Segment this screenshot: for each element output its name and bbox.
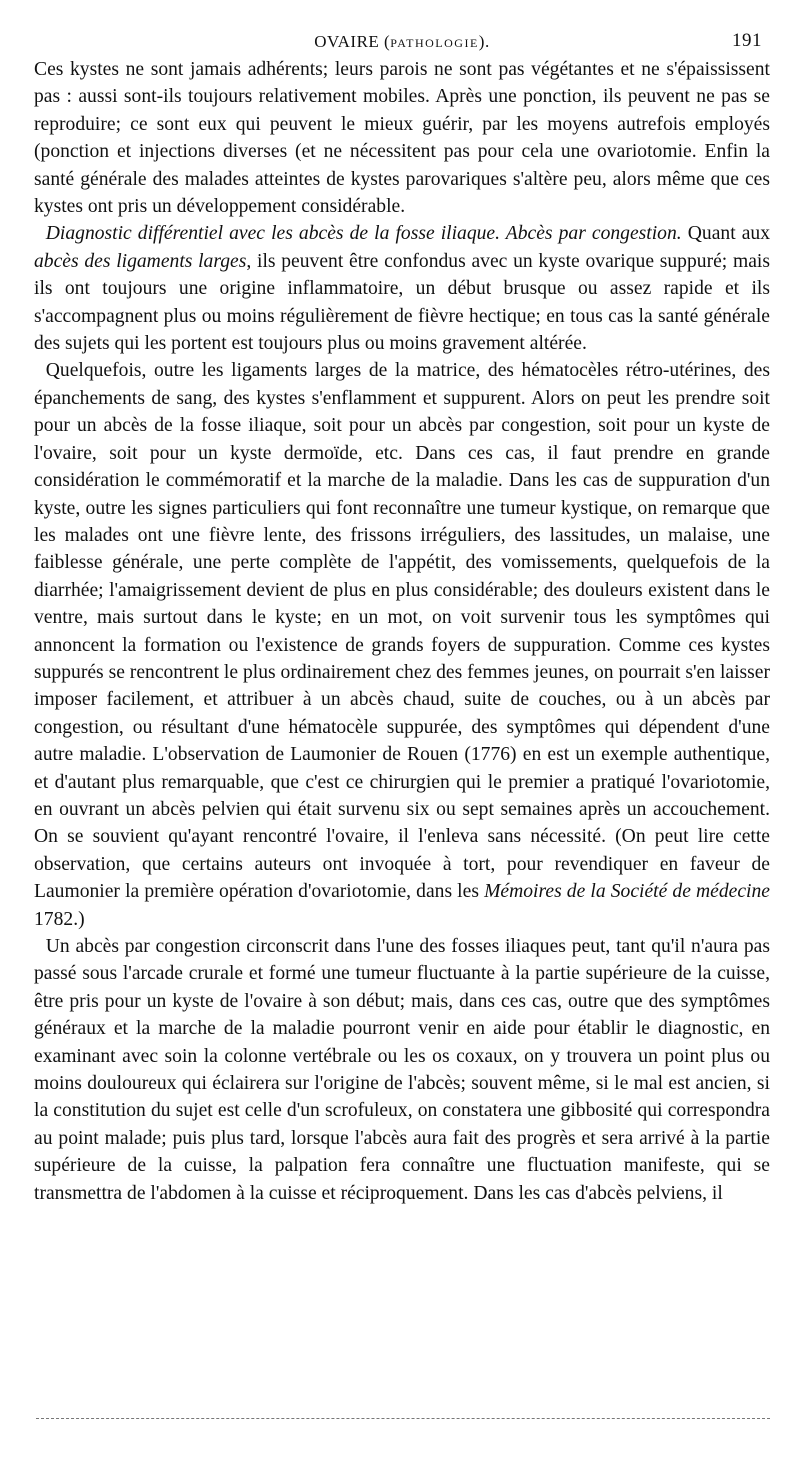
footer-rule bbox=[36, 1418, 770, 1419]
emphasis-term: abcès des ligaments larges bbox=[34, 250, 247, 272]
page-body bbox=[34, 56, 770, 1207]
running-head-subject: PATHOLOGIE bbox=[390, 36, 479, 50]
running-head-title: OVAIRE ( bbox=[314, 32, 391, 51]
paragraph-text: , ils peuvent être confondus avec un kyste ovarique suppuré; mais ils ont toujours une origine inflammatoire, un début brusque ou assez rapide et ils s'accompagnent plus ou moins régulièrement de fièvre hectique; en tous cas la santé générale des sujets qui les portent est toujours plus ou moins gravement altérée. bbox=[34, 250, 770, 355]
paragraph-congestion-abscess: Un abcès par congestion circonscrit dans l'une des fosses iliaques peut, tant qu'il n'aura pas passé sous l'arcade crurale et formé une tumeur fluctuante à la partie supérieure de la cuisse, être pris pour un kyste de l'ovaire à son début; mais, dans ces cas, outre que des symptômes généraux et la marche de la maladie pourront venir en aide pour établir le diagnostic, en examinant avec soin la colonne vertébrale ou les os coxaux, on y trouvera un point plus ou moins douloureux qui éclairera sur l'origine de l'abcès; souvent même, si le mal est ancien, si la constitution du sujet est celle d'un scrofuleux, on constatera une gibbosité qui correspondra au point malade; puis plus tard, lorsque l'abcès aura fait des progrès et sera arrivé à la partie supérieure de la cuisse, la palpation fera connaître une fluctuation manifeste, qui se transmettra de l'abdomen à la cuisse et réciproquement. Dans les cas d'abcès pelviens, il bbox=[34, 936, 770, 1204]
paragraph-parovarian-cysts: Ces kystes ne sont jamais adhérents; leurs parois ne sont pas végétantes et ne s'épaississent pas : aussi sont-ils toujours relativement mobiles. Après une ponction, ils peuvent ne pas se reproduire; ce sont eux qui peuvent le mieux guérir, par les moyens autrefois employés (ponction et injections diverses (et ne nécessitent pas pour cela une ovariotomie. Enfin la santé générale des malades atteintes de kystes parovariques s'altère peu, alors même que ces kystes ont pris un développement considérable. bbox=[34, 59, 770, 218]
paragraph-suppurating-cysts bbox=[34, 357, 770, 933]
section-heading: Diagnostic différentiel avec les abcès de la fosse iliaque. Abcès par congestion. bbox=[45, 223, 682, 245]
paragraph-text: 1782.) bbox=[34, 908, 85, 930]
page-header bbox=[34, 26, 770, 56]
paragraph-differential-diagnosis bbox=[34, 220, 770, 357]
page-number: 191 bbox=[732, 30, 762, 51]
paragraph-text: Quant aux bbox=[681, 223, 770, 245]
paragraph-text: Quelquefois, outre les ligaments larges de la matrice, des hématocèles rétro-utérines, des épanchements de sang, des kystes s'enflamment et suppurent. Alors on peut les prendre soit pour un abcès de la fosse iliaque, soit pour un abcès par congestion, soit pour un kyste de l'ovaire, soit pour un kyste dermoïde, etc. Dans ces cas, il faut prendre en grande considération le commémoratif et la marche de la maladie. Dans les cas de suppuration d'un kyste, outre les signes particuliers qui font reconnaître une tumeur kystique, on remarque que les malades ont une fièvre lente, des frissons irréguliers, des lassitudes, un malaise, une faiblesse générale, une perte complète de l'appétit, des vomissements, quelquefois de la diarrhée; l'amaigrissement devient de plus en plus considérable; des douleurs existent dans le ventre, mais surtout dans le kyste; en un mot, on voit survenir tous les symptômes qui annoncent la formation ou l'existence de grands foyers de suppuration. Comme ces kystes suppurés se rencontrent le plus ordinairement chez des femmes jeunes, on pourrait s'en laisser imposer facilement, et attribuer à un abcès chaud, suite de couches, ou à un abcès par congestion, ou résultant d'une hématocèle suppurée, des symptômes qui dépendent d'une autre maladie. L'observation de Laumonier de Rouen (1776) en est un exemple authentique, et d'autant plus remarquable, que c'est ce chirurgien qui le premier a pratiqué l'ovariotomie, en ouvrant un abcès pelvien qui était survenu six ou sept semaines après un accouchement. On se souvient qu'ayant rencontré l'ovaire, il l'enleva sans nécessité. (On peut lire cette observation, que certains auteurs ont invoquée à tort, pour revendiquer en faveur de Laumonier la première opération d'ovariotomie, dans les bbox=[34, 360, 770, 903]
citation-title: Mémoires de la Société de médecine bbox=[484, 881, 770, 903]
running-head bbox=[34, 32, 770, 52]
running-head-close: ). bbox=[478, 32, 490, 51]
